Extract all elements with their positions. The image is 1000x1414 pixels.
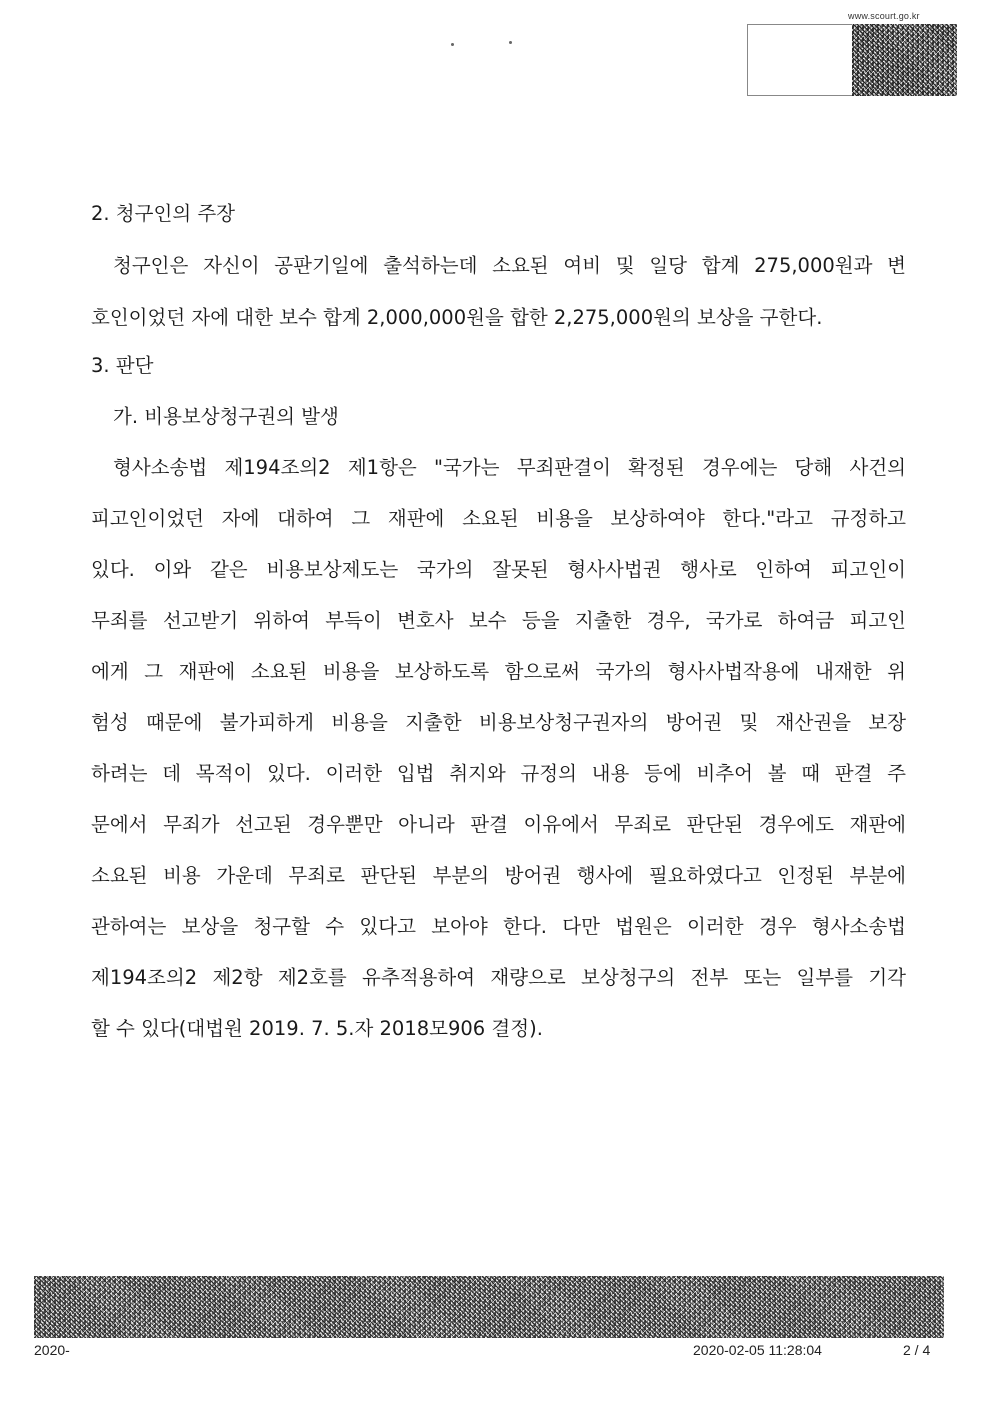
paragraph-line: 호인이었던 자에 대한 보수 합계 2,000,000원을 합한 2,275,000원의 보상을 구한다. xyxy=(91,306,823,329)
section-heading-claim: 2. 청구인의 주장 xyxy=(91,202,236,225)
paragraph-line: 문에서 무죄가 선고된 경우뿐만 아니라 판결 이유에서 무죄로 판단된 경우에도 재판에 xyxy=(91,813,906,836)
paragraph-line: 청구인은 자신이 공판기일에 출석하는데 소요된 여비 및 일당 합계 275,000원과 변 xyxy=(113,254,906,277)
footer-timestamp: 2020-02-05 11:28:04 xyxy=(693,1342,822,1358)
subsection-heading: 가. 비용보상청구권의 발생 xyxy=(113,405,339,428)
qr-code-icon xyxy=(852,24,957,96)
paragraph-line: 형사소송법 제194조의2 제1항은 "국가는 무죄판결이 확정된 경우에는 당해 사건의 xyxy=(113,456,906,479)
paragraph-line: 소요된 비용 가운데 무죄로 판단된 부분의 방어권 행사에 필요하였다고 인정된 부분에 xyxy=(91,864,906,887)
paragraph-line: 관하여는 보상을 청구할 수 있다고 보아야 한다. 다만 법원은 이러한 경우 형사소송법 xyxy=(91,915,906,938)
scan-speck xyxy=(509,41,512,44)
paragraph-line: 무죄를 선고받기 위하여 부득이 변호사 보수 등을 지출한 경우, 국가로 하여금 피고인 xyxy=(91,609,906,632)
paragraph-line: 할 수 있다(대법원 2019. 7. 5.자 2018모906 결정). xyxy=(91,1017,543,1040)
footer-page-number: 2 / 4 xyxy=(903,1342,931,1358)
footer-case-number: 2020- xyxy=(34,1342,70,1358)
paragraph-line: 제194조의2 제2항 제2호를 유추적용하여 재량으로 보상청구의 전부 또는 일부를 기각 xyxy=(91,966,906,989)
footer-security-pattern xyxy=(34,1276,944,1338)
url-watermark: www.scourt.go.kr xyxy=(848,11,920,21)
scan-speck xyxy=(451,43,454,46)
paragraph-line: 피고인이었던 자에 대하여 그 재판에 소요된 비용을 보상하여야 한다."라고 규정하고 xyxy=(91,507,906,530)
paragraph-line: 하려는 데 목적이 있다. 이러한 입법 취지와 규정의 내용 등에 비추어 볼 때 판결 주 xyxy=(91,762,906,785)
paragraph-line: 험성 때문에 불가피하게 비용을 지출한 비용보상청구권자의 방어권 및 재산권을 보장 xyxy=(91,711,906,734)
paragraph-line: 에게 그 재판에 소요된 비용을 보상하도록 함으로써 국가의 형사사법작용에 내재한 위 xyxy=(91,660,906,683)
section-heading-judgment: 3. 판단 xyxy=(91,354,154,377)
paragraph-line: 있다. 이와 같은 비용보상제도는 국가의 잘못된 형사사법권 행사로 인하여 피고인이 xyxy=(91,558,906,581)
